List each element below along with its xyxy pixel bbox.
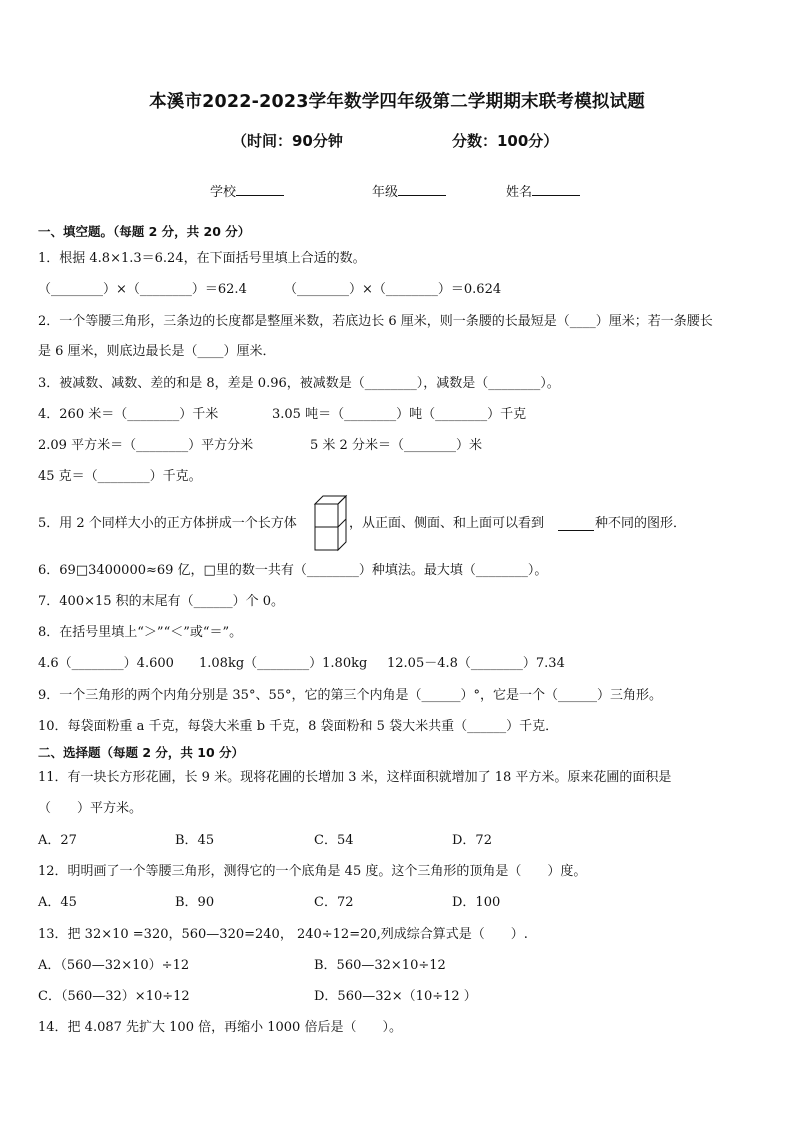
question-11-option-d[interactable]: D．72	[452, 833, 492, 848]
question-2-line-2: 是 6 厘米，则底边最长是（____）厘米．	[38, 344, 276, 359]
school-blank[interactable]	[236, 183, 284, 196]
question-11-option-b[interactable]: B．45	[175, 833, 215, 848]
question-8-part-c: 12.05－4.8（________）7.34	[387, 656, 565, 671]
question-11-option-a[interactable]: A．27	[38, 833, 77, 848]
question-12-option-c[interactable]: C．72	[314, 895, 354, 910]
question-4-part-c: 2.09 平方米＝（________）平方分米	[38, 438, 254, 453]
time-label: （时间：90分钟	[232, 132, 343, 150]
section-heading-fill: 一、填空题。（每题 2 分，共 20 分）	[38, 224, 251, 239]
question-12: 12．明明画了一个等腰三角形，测得它的一个底角是 45 度。这个三角形的顶角是（ ）度。	[38, 864, 587, 879]
school-label: 学校	[210, 185, 237, 200]
name-field[interactable]	[506, 181, 580, 200]
question-5-text-c: 种不同的图形．	[595, 516, 687, 531]
question-2-line-1: 2．一个等腰三角形，三条边的长度都是整厘米数，若底边长 6 厘米，则一条腰的长最短是（____）厘米；若一条腰长	[38, 314, 713, 329]
question-4-part-a: 4．260 米＝（________）千米	[38, 407, 219, 422]
question-12-option-a[interactable]: A．45	[38, 895, 77, 910]
question-5-blank[interactable]	[558, 515, 594, 531]
question-13: 13．把 32×10 =320，560—320=240， 240÷12=20,列成综合算式是（ ）.	[38, 927, 528, 942]
question-4-part-b: 3.05 吨＝（________）吨（________）千克	[272, 407, 527, 422]
section-heading-choice: 二、选择题（每题 2 分，共 10 分）	[38, 745, 245, 760]
question-5-text-b: ，从正面、侧面、和上面可以看到	[349, 516, 545, 531]
question-7: 7．400×15 积的末尾有（______）个 0。	[38, 594, 285, 609]
question-10: 10．每袋面粉重 a 千克，每袋大米重 b 千克，8 袋面粉和 5 袋大米共重（______）千克．	[38, 719, 559, 734]
grade-label: 年级	[372, 185, 399, 200]
name-label: 姓名	[506, 185, 533, 200]
question-11-line-1: 11．有一块长方形花圃，长 9 米。现将花圃的长增加 3 米，这样面积就增加了 18 平方米。原来花圃的面积是	[38, 770, 672, 785]
question-13-option-b[interactable]: B．560—32×10÷12	[314, 958, 446, 973]
question-8-part-b: 1.08kg（________）1.80kg	[199, 656, 368, 671]
question-4-part-d: 5 米 2 分米＝（________）米	[310, 438, 482, 453]
question-3: 3．被减数、减数、差的和是 8，差是 0.96，被减数是（________），减数是（________）。	[38, 376, 560, 391]
question-14: 14．把 4.087 先扩大 100 倍，再缩小 1000 倍后是（ ）。	[38, 1020, 402, 1035]
question-5-text-a: 5．用 2 个同样大小的正方体拼成一个长方体	[38, 516, 297, 531]
question-6: 6．69□3400000≈69 亿，□里的数一共有（________）种填法。最大填（________）。	[38, 563, 548, 578]
question-8: 8．在括号里填上“＞”“＜”或“＝”。	[38, 625, 243, 640]
name-blank[interactable]	[532, 183, 580, 196]
grade-field[interactable]	[372, 181, 446, 200]
question-13-option-d[interactable]: D．560—32×（10÷12 ）	[314, 989, 477, 1004]
question-1: 1．根据 4.8×1.3＝6.24，在下面括号里填上合适的数。	[38, 251, 366, 266]
question-11-option-c[interactable]: C．54	[314, 833, 354, 848]
school-field[interactable]	[210, 181, 284, 200]
grade-blank[interactable]	[398, 183, 446, 196]
page-title: 本溪市2022-2023学年数学四年级第二学期期末联考模拟试题	[149, 92, 645, 112]
question-8-part-a: 4.6（________）4.600	[38, 656, 174, 671]
question-13-option-c[interactable]: C．（560—32）×10÷12	[38, 989, 190, 1004]
question-4-part-e: 45 克＝（________）千克。	[38, 469, 202, 484]
question-13-option-a[interactable]: A．（560—32×10）÷12	[38, 958, 190, 973]
question-12-option-d[interactable]: D．100	[452, 895, 501, 910]
question-1-part-b: （________）×（________）＝0.624	[284, 282, 502, 297]
question-9: 9．一个三角形的两个内角分别是 35°、55°，它的第三个内角是（______）°，它是一个（______）三角形。	[38, 688, 662, 703]
question-11-line-2: （ ）平方米。	[38, 801, 143, 816]
question-12-option-b[interactable]: B．90	[175, 895, 215, 910]
score-label: 分数：100分）	[452, 132, 559, 150]
question-1-part-a: （________）×（________）＝62.4	[38, 282, 247, 297]
cuboid-figure	[312, 492, 348, 552]
